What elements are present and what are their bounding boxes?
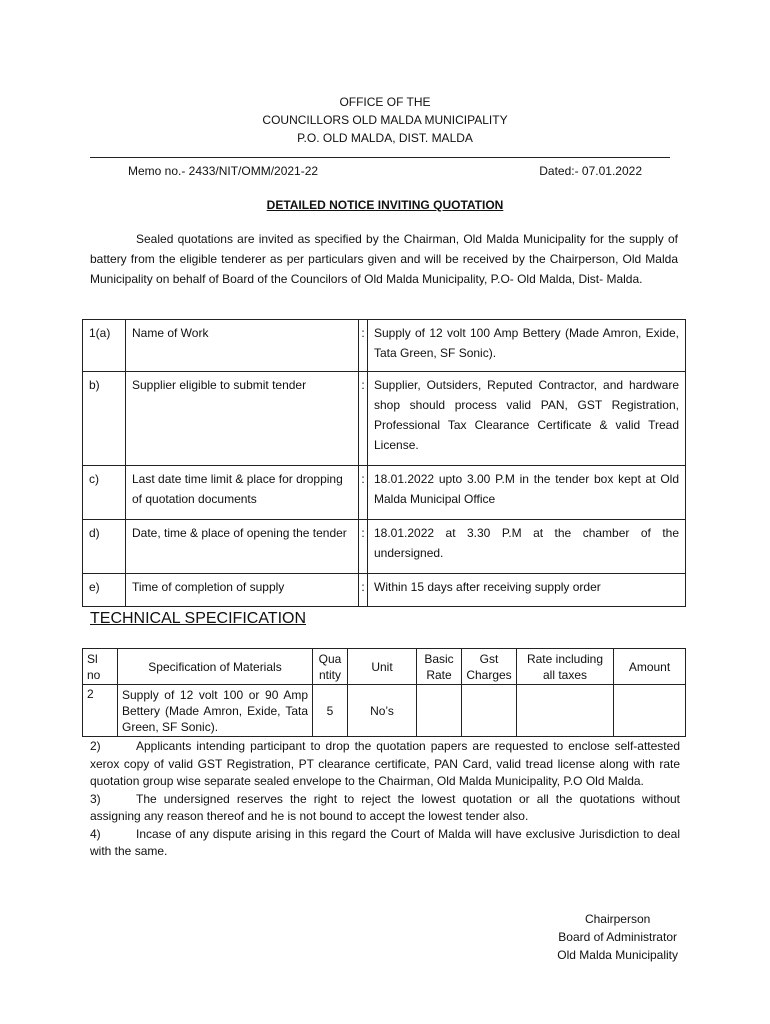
row-value: Supplier, Outsiders, Reputed Contractor, and hardware shop should process valid PAN, GST Registration, Professional Tax Clearance Certificate & valid Tread License. xyxy=(368,372,686,466)
cell-basic-rate xyxy=(417,685,462,737)
cell-unit: No’s xyxy=(348,685,417,737)
row-label: Last date time limit & place for dropping of quotation documents xyxy=(126,466,359,520)
header-rate-incl: Rate including all taxes xyxy=(517,649,614,685)
cell-amount xyxy=(614,685,686,737)
note-text: The undersigned reserves the right to reject the lowest quotation or all the quotations without assigning any reason thereof and he is not bound to accept the lowest tender also. xyxy=(90,791,680,823)
row-number: b) xyxy=(83,372,126,466)
row-number: c) xyxy=(83,466,126,520)
row-value: 18.01.2022 upto 3.00 P.M in the tender box kept at Old Malda Municipal Office xyxy=(368,466,686,520)
row-value: Supply of 12 volt 100 Amp Bettery (Made Amron, Exide, Tata Green, SF Sonic). xyxy=(368,320,686,372)
row-separator: : xyxy=(359,372,368,466)
intro-paragraph xyxy=(90,229,678,289)
signature-line-3: Old Malda Municipality xyxy=(557,948,678,962)
memo-number: Memo no.- 2433/NIT/OMM/2021-22 xyxy=(128,164,319,178)
row-separator: : xyxy=(359,320,368,372)
notice-title: DETAILED NOTICE INVITING QUOTATION xyxy=(266,198,504,212)
note-number: 4) xyxy=(90,826,101,841)
memo-date: Dated:- 07.01.2022 xyxy=(539,164,642,178)
row-value: 18.01.2022 at 3.30 P.M at the chamber of the undersigned. xyxy=(368,520,686,574)
signature-block xyxy=(557,910,678,964)
note-text: Incase of any dispute arising in this regard the Court of Malda will have exclusive Jurisdiction to deal with the same. xyxy=(90,826,680,858)
intro-text: Sealed quotations are invited as specified by the Chairman, Old Malda Municipality for the supply of battery from the eligible tenderer as per particulars given and will be received by the Chairperson, Old Malda Municipality on behalf of Board of the Councilors of Old Malda Municipality, P.O- Old Malda, Dist- Malda. xyxy=(90,232,678,286)
row-value: Within 15 days after receiving supply order xyxy=(368,574,686,607)
row-label: Time of completion of supply xyxy=(126,574,359,607)
details-table xyxy=(82,319,686,607)
row-separator: : xyxy=(359,520,368,574)
header-gst: Gst Charges xyxy=(462,649,517,685)
header-line-2: COUNCILLORS OLD MALDA MUNICIPALITY xyxy=(262,113,508,127)
header-divider xyxy=(90,157,670,158)
table-row xyxy=(83,466,686,520)
table-row xyxy=(83,372,686,466)
cell-quantity: 5 xyxy=(313,685,348,737)
row-number: 1(a) xyxy=(83,320,126,372)
table-row xyxy=(83,320,686,372)
row-separator: : xyxy=(359,574,368,607)
note-text: Applicants intending participant to drop the quotation papers are requested to enclose self-attested xerox copy of valid GST Registration, PT clearance certificate, PAN Card, valid tread license along with rate quotation group wise separate sealed envelope to the Chairman, Old Malda Municipality, P.O Old Malda. xyxy=(90,739,680,788)
cell-sl-no: 2 xyxy=(83,685,118,737)
header-amount: Amount xyxy=(614,649,686,685)
note-number: 2) xyxy=(90,739,101,753)
header-sl-no: Sl no xyxy=(83,649,118,685)
row-separator: : xyxy=(359,466,368,520)
header-line-1: OFFICE OF THE xyxy=(339,95,431,109)
row-number: e) xyxy=(83,574,126,607)
header-spec: Specification of Materials xyxy=(118,649,313,685)
spec-header-row xyxy=(83,649,686,685)
header-line-3: P.O. OLD MALDA, DIST. MALDA xyxy=(297,131,473,145)
row-number: d) xyxy=(83,520,126,574)
row-label: Name of Work xyxy=(126,320,359,372)
table-row xyxy=(83,574,686,607)
cell-spec: Supply of 12 volt 100 or 90 Amp Bettery (Made Amron, Exide, Tata Green, SF Sonic). xyxy=(118,685,313,737)
note-item xyxy=(90,791,680,826)
table-row xyxy=(83,520,686,574)
row-label: Supplier eligible to submit tender xyxy=(126,372,359,466)
note-item xyxy=(90,738,680,791)
signature-line-2: Board of Administrator xyxy=(558,930,677,944)
row-label: Date, time & place of opening the tender xyxy=(126,520,359,574)
tech-spec-table xyxy=(82,648,686,737)
header-basic-rate: Basic Rate xyxy=(417,649,462,685)
cell-gst xyxy=(462,685,517,737)
table-row xyxy=(83,685,686,737)
header-quantity: Qua ntity xyxy=(313,649,348,685)
note-number: 3) xyxy=(90,791,101,806)
cell-rate-incl xyxy=(517,685,614,737)
header-unit: Unit xyxy=(348,649,417,685)
notes-section xyxy=(90,738,680,861)
note-item xyxy=(90,826,680,861)
tech-spec-title: TECHNICAL SPECIFICATION xyxy=(90,610,307,627)
signature-line-1: Chairperson xyxy=(584,912,651,926)
